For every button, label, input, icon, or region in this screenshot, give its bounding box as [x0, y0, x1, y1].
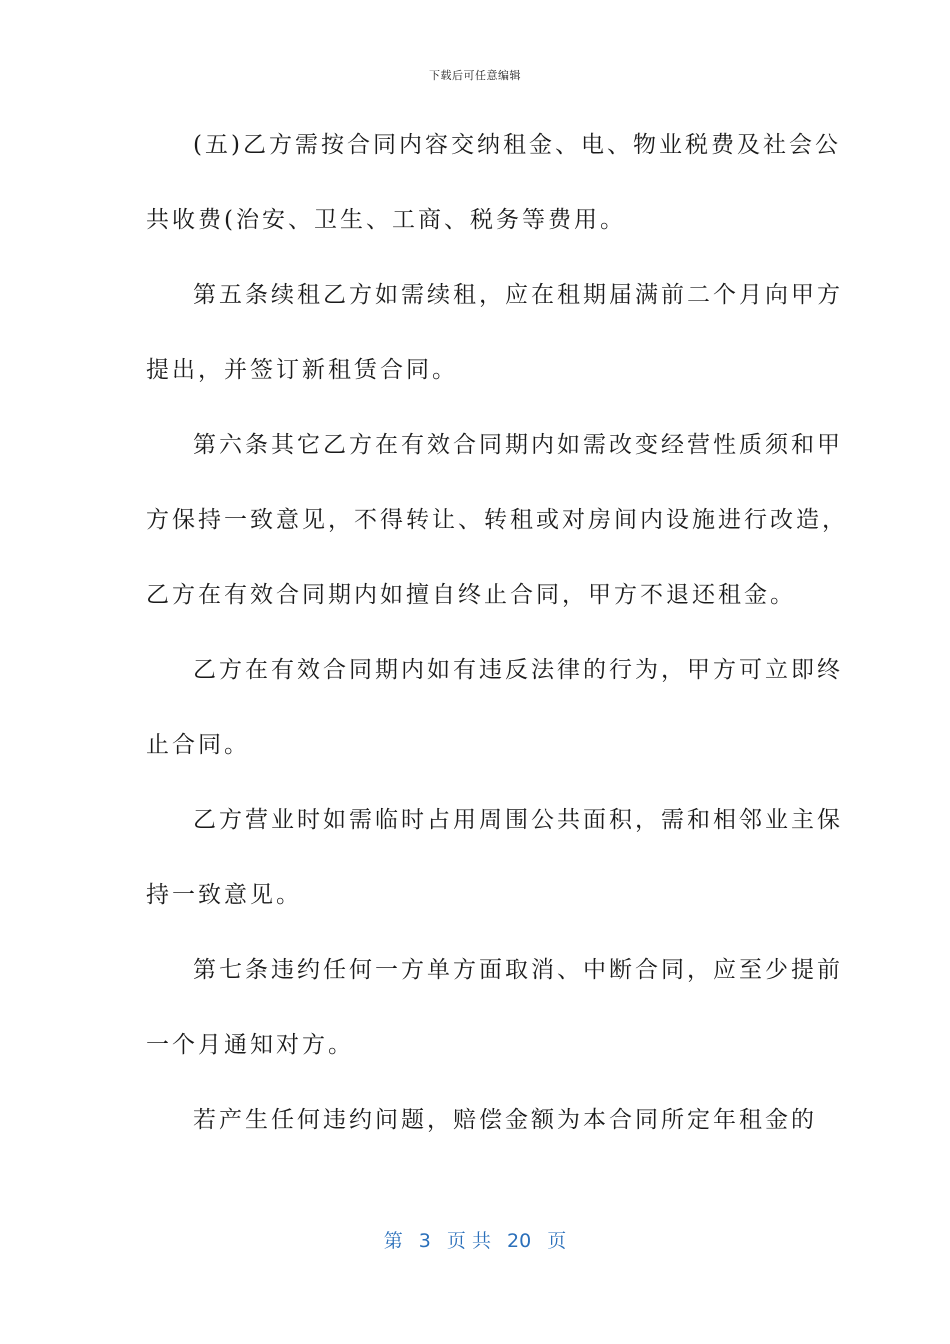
paragraph-line: (五)乙方需按合同内容交纳租金、电、物业税费及社会公 [193, 132, 841, 158]
paragraph-line: 第六条其它乙方在有效合同期内如需改变经营性质须和甲 [193, 432, 843, 458]
current-page-number: 3 [418, 1230, 431, 1252]
paragraph-line: 持一致意见。 [146, 882, 302, 908]
paragraph-line: 乙方营业时如需临时占用周围公共面积，需和相邻业主保 [193, 807, 843, 833]
page-suffix: 页 [547, 1230, 567, 1252]
paragraph-line: 乙方在有效合同期内如擅自终止合同，甲方不退还租金。 [146, 582, 796, 608]
paragraph-line: 共收费(治安、卫生、工商、税务等费用。 [146, 207, 626, 233]
paragraph-line: 提出，并签订新租赁合同。 [146, 357, 458, 383]
page-number-footer [0, 1226, 950, 1253]
paragraph-line: 止合同。 [146, 732, 250, 758]
document-body [146, 122, 848, 1172]
total-pages-number: 20 [507, 1230, 532, 1252]
paragraph-line: 第五条续租乙方如需续租，应在租期届满前二个月向甲方 [193, 282, 843, 308]
paragraph-line: 一个月通知对方。 [146, 1032, 354, 1058]
paragraph-line: 乙方在有效合同期内如有违反法律的行为，甲方可立即终 [193, 657, 843, 683]
page-prefix: 第 [383, 1230, 403, 1252]
paragraph-line: 方保持一致意见，不得转让、转租或对房间内设施进行改造， [146, 507, 848, 533]
paragraph-line: 第七条违约任何一方单方面取消、中断合同，应至少提前 [193, 957, 843, 983]
header-note: 下载后可任意编辑 [429, 69, 521, 82]
paragraph-line: 若产生任何违约问题，赔偿金额为本合同所定年租金的 [193, 1107, 817, 1133]
page-middle: 页 共 [446, 1230, 491, 1252]
